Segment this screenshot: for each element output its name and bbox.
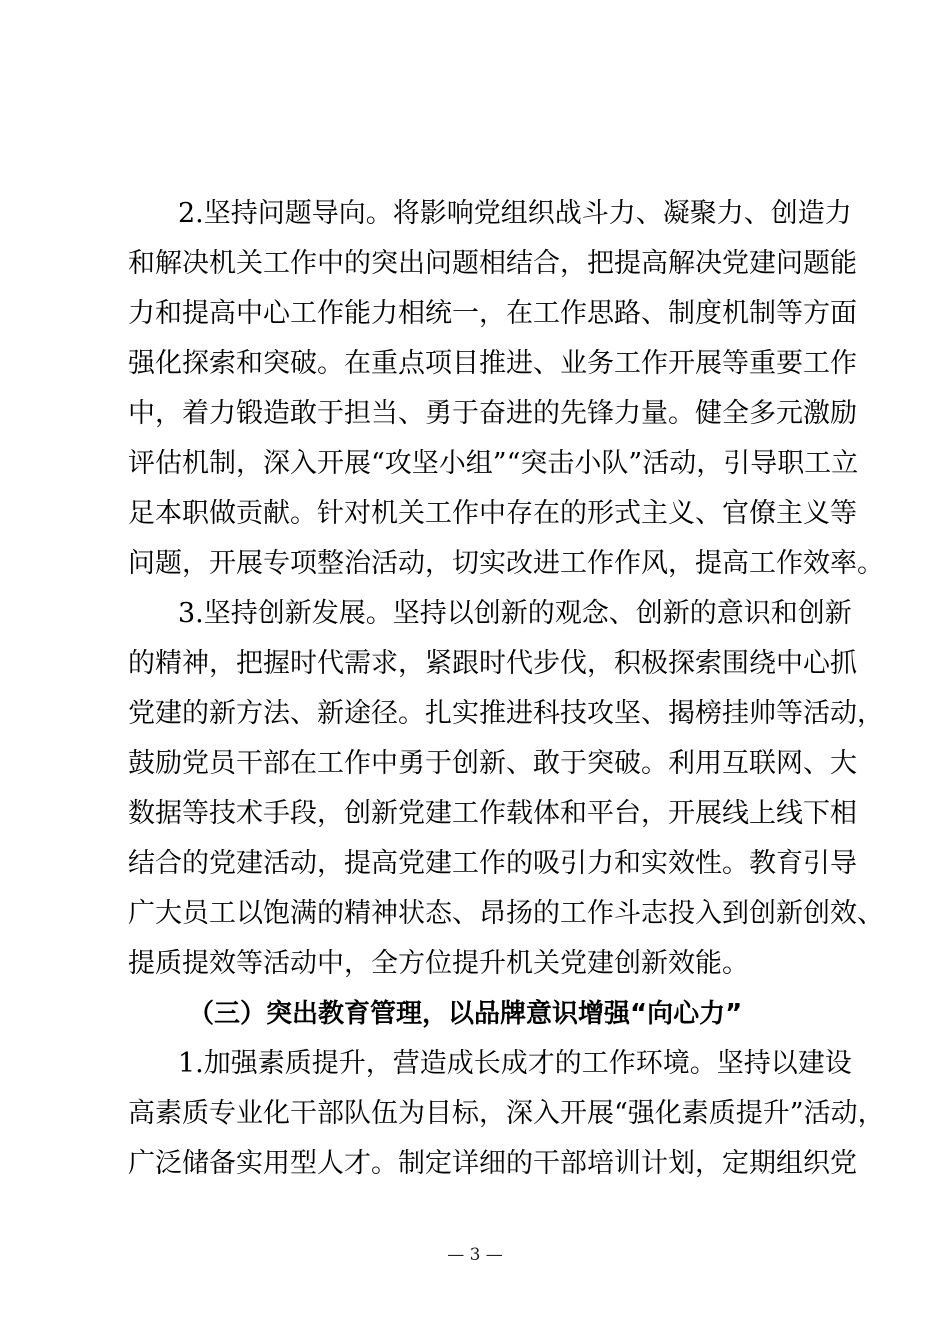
paragraph-line: 强化探索和突破。在重点项目推进、业务工作开展等重要工作 bbox=[128, 348, 857, 379]
paragraph-line: 评估机制，深入开展“攻坚小组”“突击小队”活动，引导职工立 bbox=[128, 448, 859, 479]
paragraph-line: 问题，开展专项整治活动，切实改进工作作风，提高工作效率。 bbox=[128, 548, 884, 579]
paragraph-line: 高素质专业化干部队伍为目标，深入开展“强化素质提升”活动， bbox=[128, 1098, 885, 1129]
paragraph-line: 3.坚持创新发展。坚持以创新的观念、创新的意识和创新 bbox=[178, 598, 852, 629]
paragraph-line: 2.坚持问题导向。将影响党组织战斗力、凝聚力、创造力 bbox=[178, 198, 852, 229]
page-number: — 3 — bbox=[447, 1245, 503, 1265]
paragraph-line: 1.加强素质提升，营造成长成才的工作环境。坚持以建设 bbox=[178, 1048, 852, 1079]
paragraph-line: 广泛储备实用型人才。制定详细的干部培训计划，定期组织党 bbox=[128, 1148, 857, 1179]
paragraph-line: 中，着力锻造敢于担当、勇于奋进的先锋力量。健全多元激励 bbox=[128, 398, 857, 429]
paragraph-line: 结合的党建活动，提高党建工作的吸引力和实效性。教育引导 bbox=[128, 848, 857, 879]
paragraph-line: 提质提效等活动中，全方位提升机关党建创新效能。 bbox=[128, 948, 749, 979]
paragraph-line: 足本职做贡献。针对机关工作中存在的形式主义、官僚主义等 bbox=[128, 498, 857, 529]
paragraph-line: 的精神，把握时代需求，紧跟时代步伐，积极探索围绕中心抓 bbox=[128, 648, 857, 679]
paragraph-line: 和解决机关工作中的突出问题相结合，把提高解决党建问题能 bbox=[128, 248, 857, 279]
paragraph-line: 广大员工以饱满的精神状态、昂扬的工作斗志投入到创新创效、 bbox=[128, 898, 884, 929]
paragraph-line: 力和提高中心工作能力相统一，在工作思路、制度机制等方面 bbox=[128, 298, 857, 329]
paragraph-line: 数据等技术手段，创新党建工作载体和平台，开展线上线下相 bbox=[128, 798, 857, 829]
paragraph-line: 党建的新方法、新途径。扎实推进科技攻坚、揭榜挂帅等活动， bbox=[128, 698, 884, 729]
paragraph-line: 鼓励党员干部在工作中勇于创新、敢于突破。利用互联网、大 bbox=[128, 748, 857, 779]
section-heading: （三）突出教育管理，以品牌意识增强“向心力” bbox=[188, 999, 743, 1029]
